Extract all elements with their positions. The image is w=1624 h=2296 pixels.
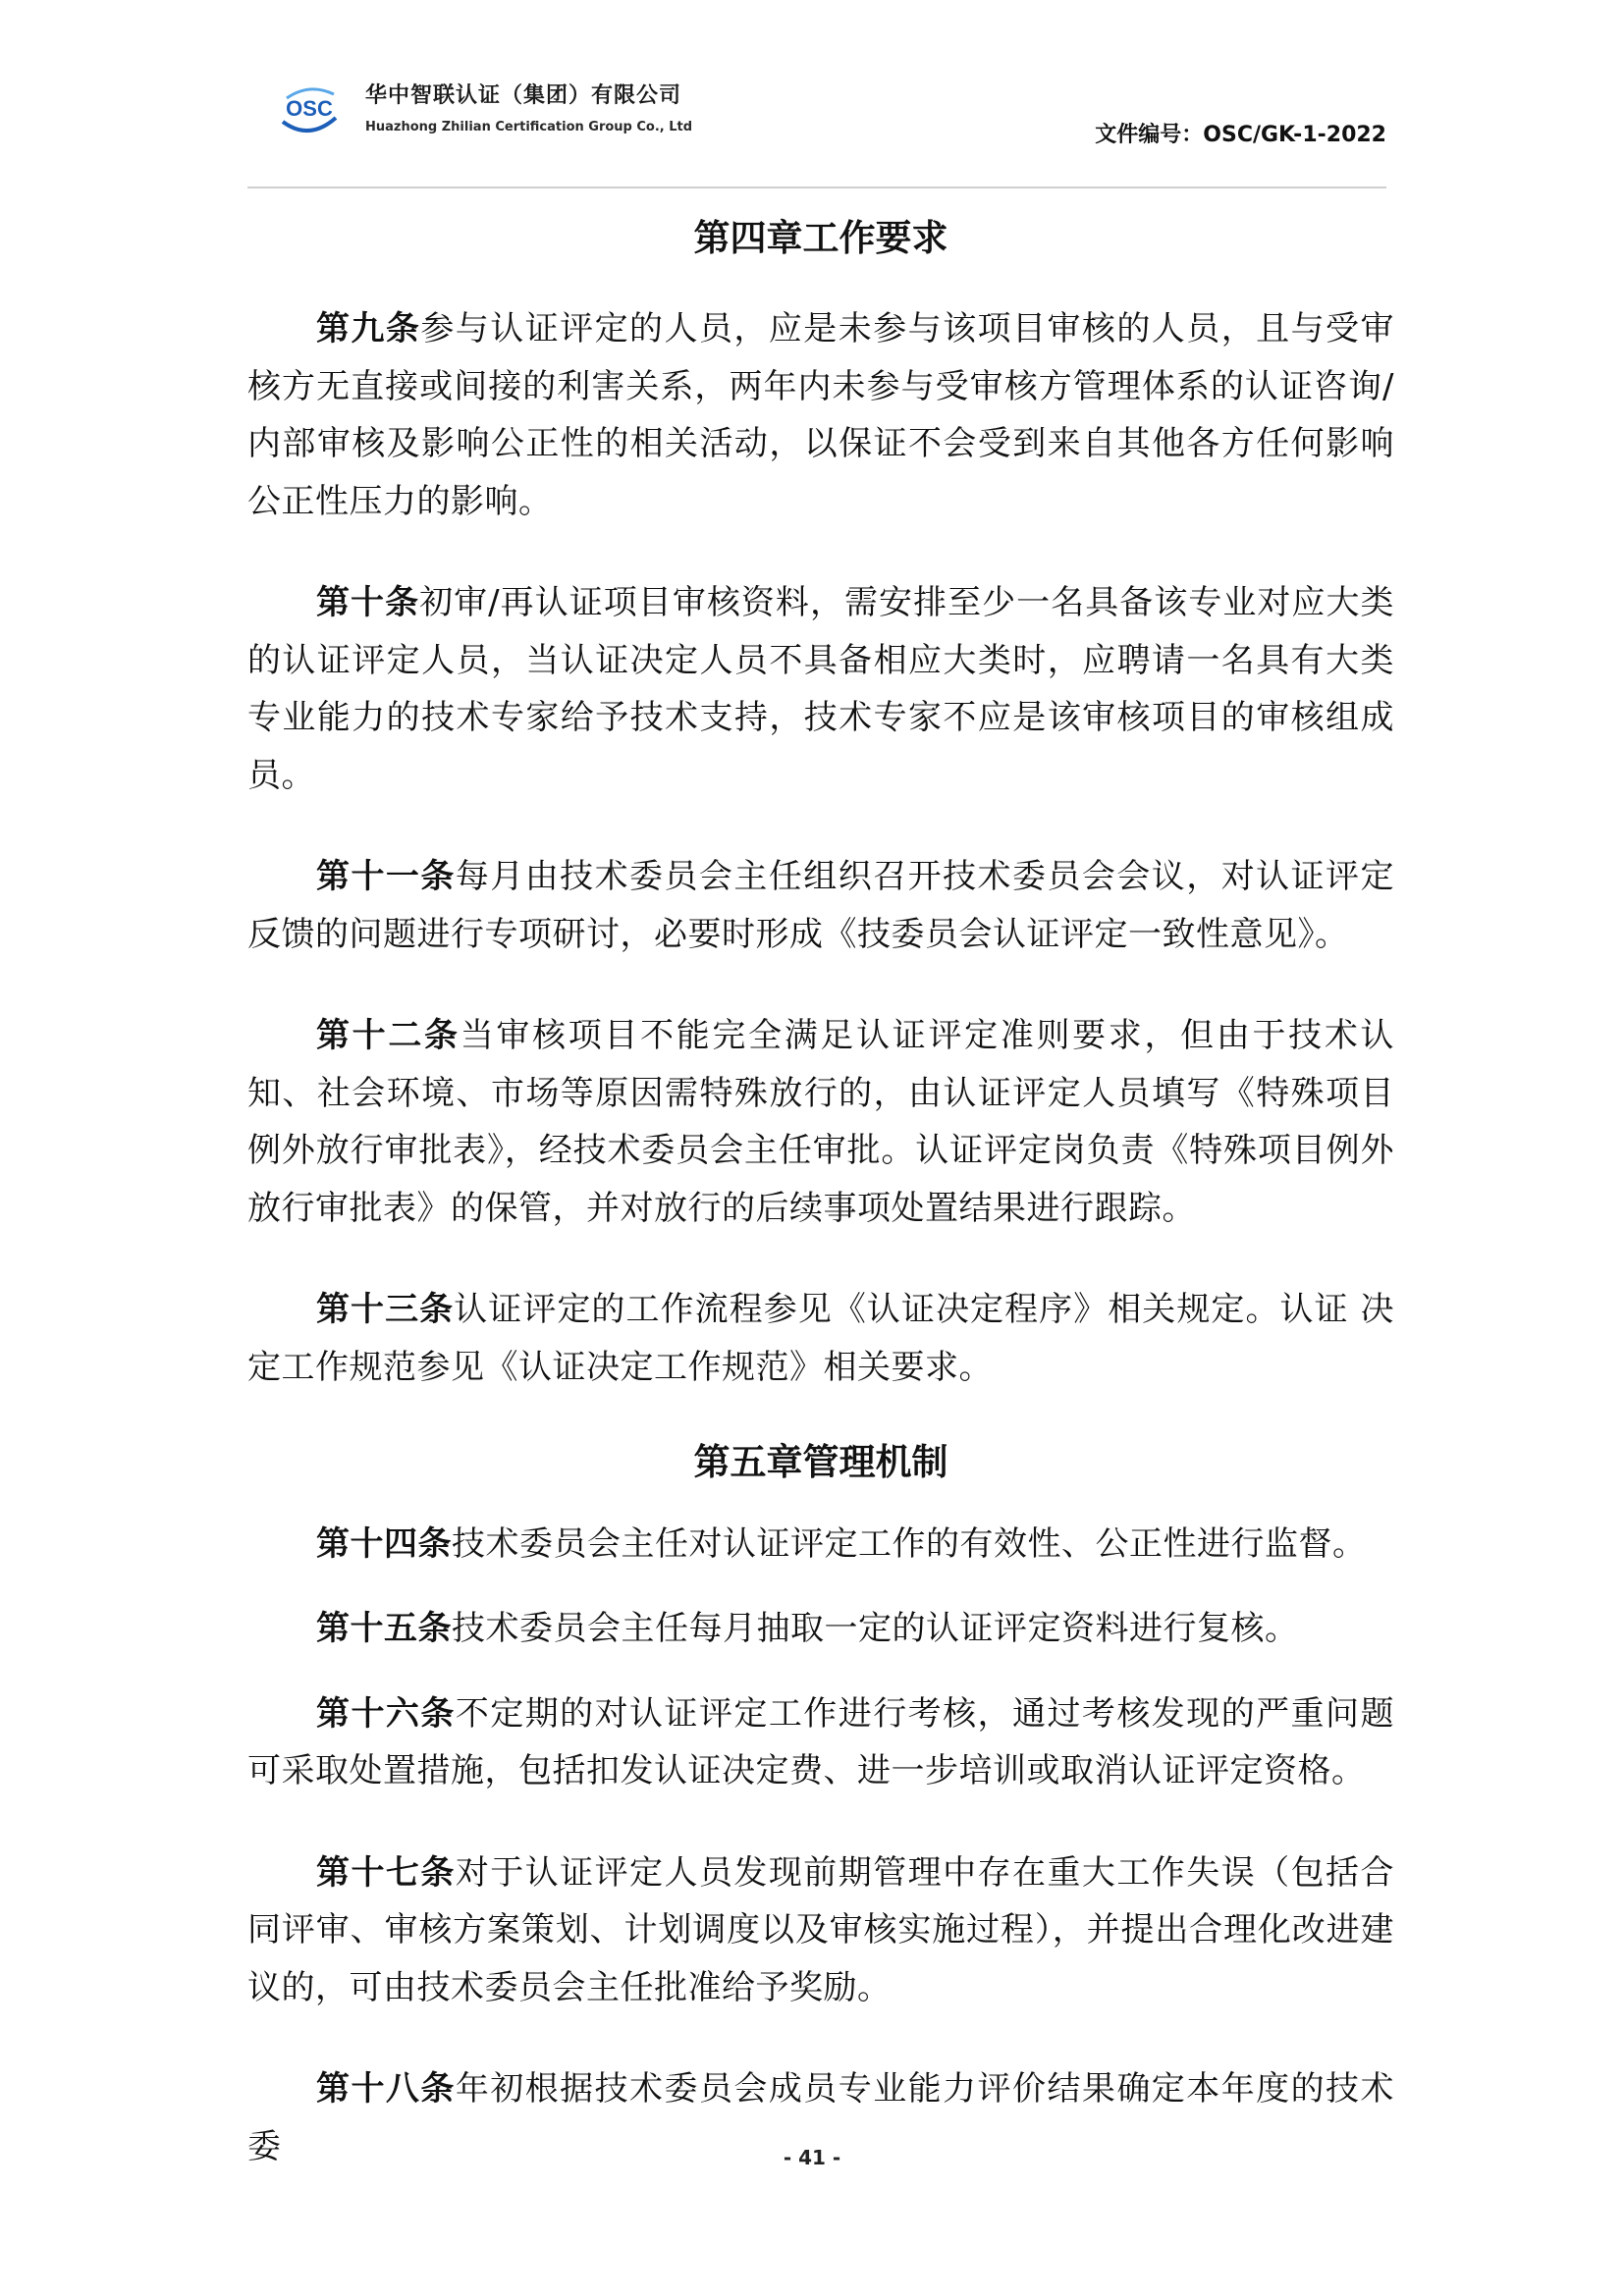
article-number: 第十八条 [316, 2069, 456, 2109]
article-paragraph [247, 1516, 1394, 1574]
article-text: 当审核项目不能完全满足认证评定准则要求，但由于技术认知、社会环境、市场等原因需特殊放行的，由认证评定人员填写《特殊项目例外放行审批表》，经技术委员会主任审批。认证评定岗负责《特殊项目例外放行审批表》的保管，并对放行的后续事项处置结果进行跟踪。 [247, 1016, 1395, 1228]
article-text: 技术委员会主任对认证评定工作的有效性、公正性进行监督。 [452, 1523, 1367, 1564]
article-paragraph [247, 1600, 1394, 1658]
article-text: 对于认证评定人员发现前期管理中存在重大工作失误（包括合同评审、审核方案策划、计划调度以及审核实施过程），并提出合理化改进建议的，可由技术委员会主任批准给予奖励。 [247, 1852, 1395, 2007]
article-paragraph [247, 574, 1394, 804]
article-paragraph [247, 1685, 1394, 1800]
osc-logo-icon [277, 79, 342, 143]
article-number: 第十五条 [316, 1609, 452, 1649]
article-text: 初审/再认证项目审核资料，需安排至少一名具备该专业对应大类的认证评定人员，当认证决定人员不具备相应大类时，应聘请一名具有大类专业能力的技术专家给予技术支持，技术专家不应是该审核项目的审核组成员。 [247, 583, 1395, 795]
article-number: 第十一条 [316, 857, 456, 897]
article-text: 不定期的对认证评定工作进行考核，通过考核发现的严重问题可采取处置措施，包括扣发认证决定费、进一步培训或取消认证评定资格。 [247, 1693, 1395, 1791]
article-number: 第十三条 [316, 1290, 455, 1330]
article-paragraph [247, 1007, 1394, 1237]
article-text: 认证评定的工作流程参见《认证决定程序》相关规定。认证 决定工作规范参见《认证决定工作规范》相关要求。 [247, 1290, 1394, 1387]
chapter-title: 第四章工作要求 [693, 216, 948, 259]
company-name-cn: 华中智联认证（集团）有限公司 [365, 83, 682, 108]
article-number: 第十七条 [316, 1852, 456, 1893]
article-number: 第十条 [316, 583, 420, 623]
article-paragraph [247, 848, 1394, 963]
document-body [247, 208, 1394, 2219]
article-number: 第十六条 [316, 1693, 456, 1734]
chapter-title: 第五章管理机制 [693, 1440, 948, 1484]
document-number: 文件编号：OSC/GK-1-2022 [1095, 123, 1386, 147]
article-number: 第九条 [316, 309, 421, 349]
article-text: 年初根据技术委员会成员专业能力评价结果确定本年度的技术委 [247, 2069, 1395, 2166]
article-paragraph [247, 1281, 1394, 1396]
page-header [247, 71, 1386, 188]
article-number: 第十四条 [316, 1523, 452, 1564]
article-paragraph [247, 1844, 1394, 2017]
article-text: 每月由技术委员会主任组织召开技术委员会会议，对认证评定反馈的问题进行专项研讨，必要时形成《技委员会认证评定一致性意见》。 [247, 857, 1395, 954]
article-paragraph [247, 300, 1394, 530]
article-number: 第十二条 [316, 1016, 460, 1056]
logo-text: OSC [286, 96, 333, 121]
article-text: 参与认证评定的人员，应是未参与该项目审核的人员，且与受审核方无直接或间接的利害关系，两年内未参与受审核方管理体系的认证咨询/内部审核及影响公正性的相关活动，以保证不会受到来自其他各方任何影响公正性压力的影响。 [247, 309, 1395, 521]
article-text: 技术委员会主任每月抽取一定的认证评定资料进行复核。 [452, 1609, 1299, 1649]
page-number: - 41 - [783, 2146, 841, 2169]
company-name-en: Huazhong Zhilian Certification Group Co., Ltd [365, 120, 693, 134]
